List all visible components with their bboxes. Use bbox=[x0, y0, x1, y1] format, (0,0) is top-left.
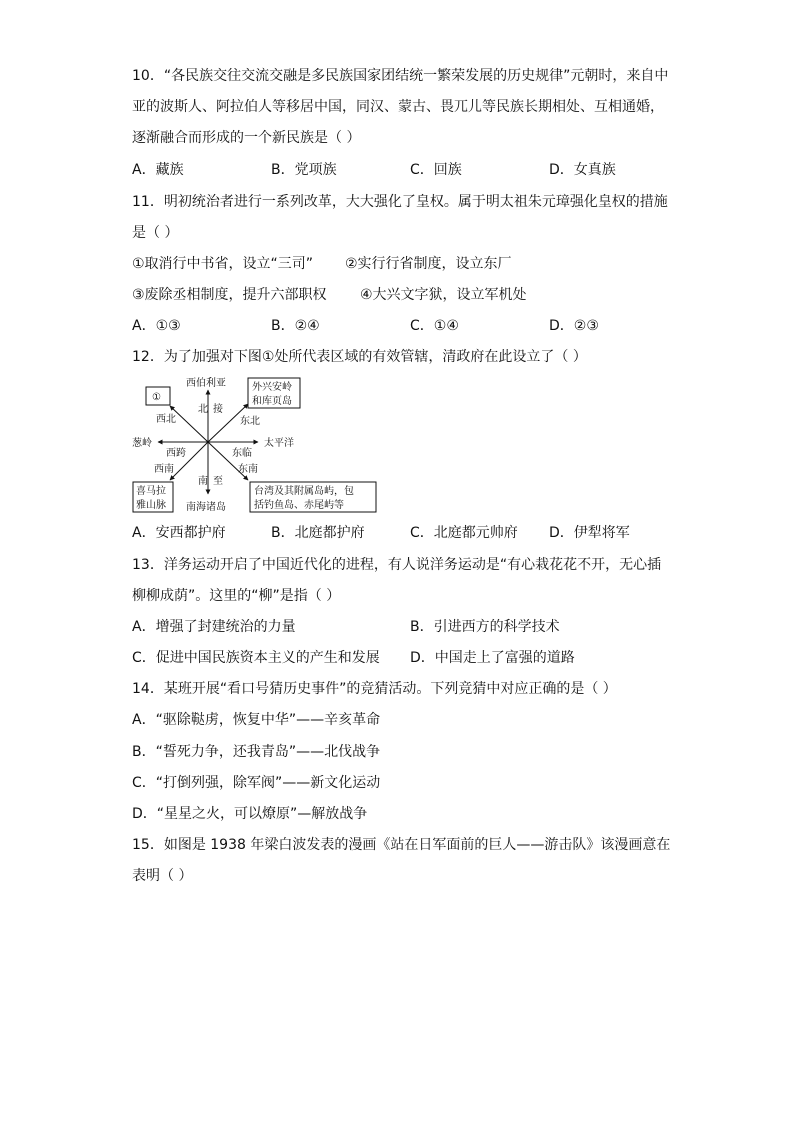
q10-option-c: C．回族 bbox=[410, 162, 462, 178]
q12-stem: 12．为了加强对下图①处所代表区域的有效管辖，清政府在此设立了（ ） bbox=[132, 349, 587, 365]
q15-stem-line1: 15．如图是 1938 年梁白波发表的漫画《站在日军面前的巨人——游击队》该漫画意在 bbox=[132, 837, 671, 853]
q14-option-d: D．“星星之火，可以燎原”—解放战争 bbox=[132, 806, 368, 822]
q14-option-b: B．“誓死力争，还我青岛”——北伐战争 bbox=[132, 744, 381, 760]
q11-option-b: B．②④ bbox=[271, 318, 320, 334]
q11-item-1: ①取消行中书省，设立“三司” bbox=[132, 256, 314, 272]
q10-option-d: D．女真族 bbox=[549, 162, 616, 178]
q13-stem-line2: 柳柳成荫”。这里的“柳”是指（ ） bbox=[132, 588, 341, 604]
q12-option-c: C．北庭都元帅府 bbox=[410, 525, 518, 541]
label-south-word2: 至 bbox=[213, 476, 223, 487]
label-north: 西伯利亚 bbox=[186, 378, 226, 389]
label-north-word1: 北 bbox=[198, 404, 208, 415]
q14-option-c: C．“打倒列强，除军阀”——新文化运动 bbox=[132, 775, 381, 791]
label-north-word2: 接 bbox=[213, 404, 223, 415]
q11-item-2: ②实行行省制度，设立东厂 bbox=[345, 256, 512, 272]
q13-option-b: B．引进西方的科学技术 bbox=[410, 619, 560, 635]
q11-stem-line1: 11．明初统治者进行一系列改革，大大强化了皇权。属于明太祖朱元璋强化皇权的措施 bbox=[132, 194, 668, 210]
q10-option-a: A．藏族 bbox=[132, 162, 184, 178]
q12-option-a: A．安西都护府 bbox=[132, 525, 226, 541]
q13-option-c: C．促进中国民族资本主义的产生和发展 bbox=[132, 650, 380, 666]
label-south-word1: 南 bbox=[198, 476, 208, 487]
q11-stem-line2: 是（ ） bbox=[132, 225, 179, 241]
q14-stem: 14．某班开展“看口号猜历史事件”的竞猜活动。下列竞猜中对应正确的是（ ） bbox=[132, 681, 617, 697]
q11-item-4: ④大兴文字狱，设立军机处 bbox=[360, 287, 527, 303]
q14-option-a: A．“驱除鞑虏，恢复中华”——辛亥革命 bbox=[132, 712, 381, 728]
q12-option-d: D．伊犁将军 bbox=[549, 525, 630, 541]
label-east: 太平洋 bbox=[264, 438, 294, 449]
southeast-box-line2: 括钓鱼岛、赤尾屿等 bbox=[254, 500, 344, 511]
label-northwest: 西北 bbox=[156, 414, 176, 425]
q11-option-c: C．①④ bbox=[410, 318, 459, 334]
q10-stem-line1: 10．“各民族交往交流交融是多民族国家团结统一繁荣发展的历史规律”元朝时，来自中 bbox=[132, 68, 669, 84]
label-west-words: 西跨 bbox=[166, 448, 186, 459]
q13-stem-line1: 13．洋务运动开启了中国近代化的进程，有人说洋务运动是“有心栽花花不开，无心插 bbox=[132, 557, 662, 573]
label-northeast: 东北 bbox=[240, 416, 260, 427]
southwest-box-line1: 喜马拉 bbox=[136, 486, 166, 497]
q13-option-d: D．中国走上了富强的道路 bbox=[410, 650, 575, 666]
label-east-words: 东临 bbox=[232, 448, 252, 459]
q11-option-a: A．①③ bbox=[132, 318, 181, 334]
region-1-label: ① bbox=[152, 392, 161, 403]
q11-option-d: D．②③ bbox=[549, 318, 599, 334]
northeast-box-line2: 和库页岛 bbox=[252, 396, 292, 407]
q12-option-b: B．北庭都护府 bbox=[271, 525, 365, 541]
label-west: 葱岭 bbox=[132, 438, 152, 449]
southwest-box-line2: 雅山脉 bbox=[136, 500, 166, 511]
q10-stem-line2: 亚的波斯人、阿拉伯人等移居中国，同汉、蒙古、畏兀儿等民族长期相处、互相通婚， bbox=[132, 99, 664, 115]
label-south: 南海诸岛 bbox=[186, 502, 226, 513]
q10-stem-line3: 逐渐融合而形成的一个新民族是（ ） bbox=[132, 130, 361, 146]
label-southeast: 东南 bbox=[238, 464, 258, 475]
territory-diagram bbox=[132, 376, 382, 516]
q10-option-b: B．党项族 bbox=[271, 162, 337, 178]
northeast-box-line1: 外兴安岭 bbox=[252, 382, 292, 393]
southeast-box-line1: 台湾及其附属岛屿，包 bbox=[254, 486, 354, 497]
q11-item-3: ③废除丞相制度，提升六部职权 bbox=[132, 287, 327, 303]
compass-arrows bbox=[158, 390, 258, 494]
q13-option-a: A．增强了封建统治的力量 bbox=[132, 619, 296, 635]
q15-stem-line2: 表明（ ） bbox=[132, 868, 193, 884]
label-southwest: 西南 bbox=[154, 464, 174, 475]
